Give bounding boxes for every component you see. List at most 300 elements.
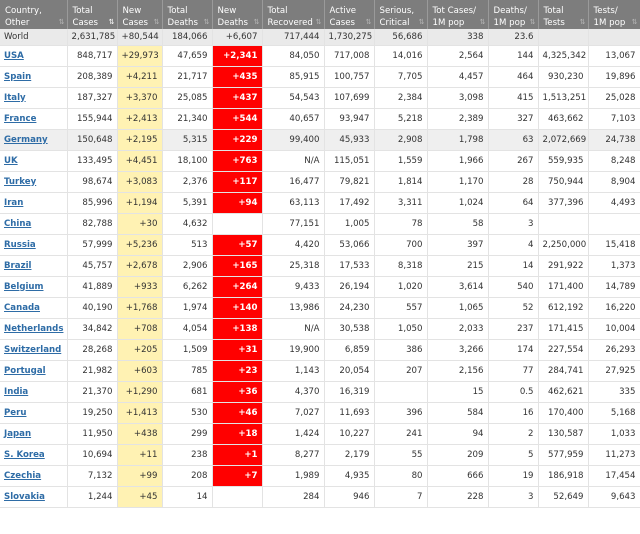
serious-critical-cell: 700 bbox=[374, 234, 427, 255]
serious-critical-cell: 396 bbox=[374, 402, 427, 423]
new-cases-cell: +2,195 bbox=[117, 129, 162, 150]
cases-per-million-cell: 228 bbox=[427, 486, 488, 507]
column-header-new-deaths[interactable] bbox=[212, 0, 262, 29]
active-cases-cell: 10,227 bbox=[324, 423, 374, 444]
total-deaths-cell: 299 bbox=[162, 423, 212, 444]
country-cell bbox=[0, 465, 67, 486]
table-row bbox=[0, 465, 640, 486]
country-link[interactable]: Canada bbox=[4, 302, 40, 313]
column-header-total-tests[interactable] bbox=[538, 0, 588, 29]
deaths-per-million-cell: 3 bbox=[488, 486, 538, 507]
total-recovered-cell: 25,318 bbox=[262, 255, 324, 276]
new-cases-cell: +2,678 bbox=[117, 255, 162, 276]
column-header-label: Total bbox=[543, 6, 564, 16]
cases-per-million-cell: 209 bbox=[427, 444, 488, 465]
serious-critical-cell: 1,050 bbox=[374, 318, 427, 339]
cases-per-million-cell: 215 bbox=[427, 255, 488, 276]
column-header-label: Tests bbox=[543, 18, 565, 28]
serious-critical-cell: 5,218 bbox=[374, 108, 427, 129]
column-header-country-other[interactable] bbox=[0, 0, 67, 29]
serious-critical-cell: 7,705 bbox=[374, 66, 427, 87]
new-deaths-cell: +435 bbox=[212, 66, 262, 87]
total-deaths-cell: 5,315 bbox=[162, 129, 212, 150]
active-cases-cell: 30,538 bbox=[324, 318, 374, 339]
total-recovered-cell: 8,277 bbox=[262, 444, 324, 465]
total-recovered-cell: 4,370 bbox=[262, 381, 324, 402]
serious-critical-cell: 3,311 bbox=[374, 192, 427, 213]
tests-per-million-cell: 11,273 bbox=[588, 444, 640, 465]
cases-per-million-cell: 15 bbox=[427, 381, 488, 402]
new-deaths-cell: +57 bbox=[212, 234, 262, 255]
deaths-per-million-cell: 52 bbox=[488, 297, 538, 318]
country-cell bbox=[0, 108, 67, 129]
new-deaths-cell: +36 bbox=[212, 381, 262, 402]
country-cell bbox=[0, 444, 67, 465]
total-recovered-cell: N/A bbox=[262, 150, 324, 171]
total-cases-cell: 19,250 bbox=[67, 402, 117, 423]
column-header-label: Active bbox=[329, 6, 357, 16]
active-cases-cell: 100,757 bbox=[324, 66, 374, 87]
total-cases-cell: 40,190 bbox=[67, 297, 117, 318]
new-cases-cell: +4,211 bbox=[117, 66, 162, 87]
serious-critical-cell: 1,814 bbox=[374, 171, 427, 192]
total-recovered-cell: 1,143 bbox=[262, 360, 324, 381]
sort-arrows-icon[interactable]: ⇅ bbox=[418, 18, 424, 26]
total-recovered-cell: N/A bbox=[262, 318, 324, 339]
column-header-deaths-1m-pop[interactable] bbox=[488, 0, 538, 29]
total-deaths-cell: 208 bbox=[162, 465, 212, 486]
tests-per-million-cell: 14,789 bbox=[588, 276, 640, 297]
sort-arrows-icon[interactable]: ⇅ bbox=[479, 18, 485, 26]
cases-per-million-cell: 4,457 bbox=[427, 66, 488, 87]
tests-per-million-cell: 27,925 bbox=[588, 360, 640, 381]
total-tests-cell: 612,192 bbox=[538, 297, 588, 318]
total-deaths-cell: 513 bbox=[162, 234, 212, 255]
table-row bbox=[0, 444, 640, 465]
cases-per-million-cell: 2,033 bbox=[427, 318, 488, 339]
table-row bbox=[0, 402, 640, 423]
table-row bbox=[0, 150, 640, 171]
cases-per-million-cell: 2,156 bbox=[427, 360, 488, 381]
country-link[interactable]: Slovakia bbox=[4, 491, 45, 502]
new-cases-cell: +11 bbox=[117, 444, 162, 465]
total-recovered-cell: 7,027 bbox=[262, 402, 324, 423]
country-link[interactable]: Peru bbox=[4, 407, 27, 418]
country-cell bbox=[0, 255, 67, 276]
country-link[interactable]: Brazil bbox=[4, 260, 32, 271]
column-header-label: Tests/ bbox=[593, 6, 618, 16]
new-cases-cell: +5,236 bbox=[117, 234, 162, 255]
total-cases-cell: 21,982 bbox=[67, 360, 117, 381]
total-recovered-cell: 4,420 bbox=[262, 234, 324, 255]
total-tests-cell: 291,922 bbox=[538, 255, 588, 276]
cases-per-million-cell: 3,614 bbox=[427, 276, 488, 297]
new-deaths-cell: +763 bbox=[212, 150, 262, 171]
serious-critical-cell: 55 bbox=[374, 444, 427, 465]
serious-critical-cell: 2,384 bbox=[374, 87, 427, 108]
column-header-label: 1M pop bbox=[432, 18, 465, 28]
new-cases-cell: +438 bbox=[117, 423, 162, 444]
country-cell bbox=[0, 381, 67, 402]
cases-per-million-cell: 3,266 bbox=[427, 339, 488, 360]
total-tests-cell: 750,944 bbox=[538, 171, 588, 192]
deaths-per-million-cell: 237 bbox=[488, 318, 538, 339]
total-deaths-cell: 184,066 bbox=[162, 29, 212, 45]
country-link[interactable]: Belgium bbox=[4, 281, 44, 292]
deaths-per-million-cell: 64 bbox=[488, 192, 538, 213]
new-deaths-cell: +165 bbox=[212, 255, 262, 276]
total-tests-cell: 1,513,251 bbox=[538, 87, 588, 108]
country-link[interactable]: Switzerland bbox=[4, 344, 62, 355]
country-cell: World bbox=[0, 29, 67, 45]
country-link[interactable]: India bbox=[4, 386, 29, 397]
country-link[interactable]: Spain bbox=[4, 71, 32, 82]
serious-critical-cell: 207 bbox=[374, 360, 427, 381]
new-cases-cell: +3,370 bbox=[117, 87, 162, 108]
country-link[interactable]: Czechia bbox=[4, 470, 42, 481]
serious-critical-cell: 56,686 bbox=[374, 29, 427, 45]
total-deaths-cell: 47,659 bbox=[162, 45, 212, 66]
active-cases-cell: 11,693 bbox=[324, 402, 374, 423]
sort-arrows-icon[interactable]: ⇅ bbox=[58, 18, 64, 26]
table-row bbox=[0, 45, 640, 66]
table-row bbox=[0, 276, 640, 297]
new-cases-cell: +708 bbox=[117, 318, 162, 339]
active-cases-cell: 79,821 bbox=[324, 171, 374, 192]
active-cases-cell: 4,935 bbox=[324, 465, 374, 486]
total-cases-cell: 41,889 bbox=[67, 276, 117, 297]
cases-per-million-cell: 1,024 bbox=[427, 192, 488, 213]
serious-critical-cell: 80 bbox=[374, 465, 427, 486]
active-cases-cell: 6,859 bbox=[324, 339, 374, 360]
total-cases-cell: 848,717 bbox=[67, 45, 117, 66]
new-cases-cell: +1,768 bbox=[117, 297, 162, 318]
tests-per-million-cell: 8,904 bbox=[588, 171, 640, 192]
cases-per-million-cell: 1,170 bbox=[427, 171, 488, 192]
country-cell bbox=[0, 318, 67, 339]
column-header-label: Country, bbox=[5, 6, 42, 16]
table-row bbox=[0, 360, 640, 381]
deaths-per-million-cell: 0.5 bbox=[488, 381, 538, 402]
total-deaths-cell: 238 bbox=[162, 444, 212, 465]
sort-arrows-icon[interactable]: ⇅ bbox=[529, 18, 535, 26]
new-cases-cell: +1,194 bbox=[117, 192, 162, 213]
table-row bbox=[0, 297, 640, 318]
sort-arrows-icon[interactable]: ⇅ bbox=[253, 18, 259, 26]
tests-per-million-cell: 1,033 bbox=[588, 423, 640, 444]
country-link[interactable]: France bbox=[4, 113, 37, 124]
cases-per-million-cell: 1,966 bbox=[427, 150, 488, 171]
total-cases-cell: 7,132 bbox=[67, 465, 117, 486]
total-tests-cell bbox=[538, 29, 588, 45]
country-link[interactable]: S. Korea bbox=[4, 449, 45, 460]
total-cases-cell: 34,842 bbox=[67, 318, 117, 339]
new-deaths-cell: +140 bbox=[212, 297, 262, 318]
tests-per-million-cell: 15,418 bbox=[588, 234, 640, 255]
country-link[interactable]: Netherlands bbox=[4, 323, 64, 334]
country-cell bbox=[0, 192, 67, 213]
tests-per-million-cell: 335 bbox=[588, 381, 640, 402]
new-deaths-cell: +6,607 bbox=[212, 29, 262, 45]
table-row bbox=[0, 423, 640, 444]
tests-per-million-cell bbox=[588, 29, 640, 45]
total-cases-cell: 1,244 bbox=[67, 486, 117, 507]
total-deaths-cell: 4,632 bbox=[162, 213, 212, 234]
active-cases-cell: 107,699 bbox=[324, 87, 374, 108]
deaths-per-million-cell: 63 bbox=[488, 129, 538, 150]
country-link[interactable]: Italy bbox=[4, 92, 26, 103]
cases-per-million-cell: 94 bbox=[427, 423, 488, 444]
total-tests-cell: 52,649 bbox=[538, 486, 588, 507]
country-link[interactable]: China bbox=[4, 218, 32, 229]
sort-arrows-icon[interactable]: ⇅ bbox=[108, 18, 114, 26]
total-deaths-cell: 25,085 bbox=[162, 87, 212, 108]
total-recovered-cell: 99,400 bbox=[262, 129, 324, 150]
active-cases-cell: 20,054 bbox=[324, 360, 374, 381]
deaths-per-million-cell: 19 bbox=[488, 465, 538, 486]
column-header-label: Tot Cases/ bbox=[432, 6, 477, 16]
column-header-serious-critical[interactable] bbox=[374, 0, 427, 29]
sort-arrows-icon[interactable]: ⇅ bbox=[153, 18, 159, 26]
column-header-label: Deaths/ bbox=[493, 6, 527, 16]
column-header-total-deaths[interactable] bbox=[162, 0, 212, 29]
total-recovered-cell: 84,050 bbox=[262, 45, 324, 66]
serious-critical-cell: 2,908 bbox=[374, 129, 427, 150]
tests-per-million-cell: 24,738 bbox=[588, 129, 640, 150]
new-deaths-cell: +229 bbox=[212, 129, 262, 150]
country-link[interactable]: Russia bbox=[4, 239, 36, 250]
total-tests-cell: 171,415 bbox=[538, 318, 588, 339]
total-recovered-cell: 717,444 bbox=[262, 29, 324, 45]
country-cell bbox=[0, 402, 67, 423]
country-link[interactable]: Turkey bbox=[4, 176, 37, 187]
country-cell bbox=[0, 45, 67, 66]
total-cases-cell: 155,944 bbox=[67, 108, 117, 129]
new-deaths-cell bbox=[212, 213, 262, 234]
serious-critical-cell bbox=[374, 381, 427, 402]
total-deaths-cell: 681 bbox=[162, 381, 212, 402]
country-link[interactable]: Portugal bbox=[4, 365, 46, 376]
new-cases-cell: +29,973 bbox=[117, 45, 162, 66]
country-cell bbox=[0, 87, 67, 108]
deaths-per-million-cell: 2 bbox=[488, 423, 538, 444]
column-header-label: Cases bbox=[122, 18, 149, 28]
total-tests-cell: 463,662 bbox=[538, 108, 588, 129]
total-tests-cell: 171,400 bbox=[538, 276, 588, 297]
tests-per-million-cell: 17,454 bbox=[588, 465, 640, 486]
new-deaths-cell: +264 bbox=[212, 276, 262, 297]
total-tests-cell: 130,587 bbox=[538, 423, 588, 444]
deaths-per-million-cell: 327 bbox=[488, 108, 538, 129]
total-tests-cell: 227,554 bbox=[538, 339, 588, 360]
total-tests-cell: 377,396 bbox=[538, 192, 588, 213]
new-deaths-cell: +23 bbox=[212, 360, 262, 381]
cases-per-million-cell: 58 bbox=[427, 213, 488, 234]
table-row bbox=[0, 87, 640, 108]
column-header-label: New bbox=[122, 6, 142, 16]
total-recovered-cell: 40,657 bbox=[262, 108, 324, 129]
country-cell bbox=[0, 486, 67, 507]
column-header-total-recovered[interactable] bbox=[262, 0, 324, 29]
active-cases-cell: 93,947 bbox=[324, 108, 374, 129]
total-recovered-cell: 63,113 bbox=[262, 192, 324, 213]
country-link[interactable]: Germany bbox=[4, 134, 48, 145]
table-row bbox=[0, 108, 640, 129]
total-deaths-cell: 18,100 bbox=[162, 150, 212, 171]
cases-per-million-cell: 2,389 bbox=[427, 108, 488, 129]
tests-per-million-cell: 16,220 bbox=[588, 297, 640, 318]
active-cases-cell: 53,066 bbox=[324, 234, 374, 255]
tests-per-million-cell: 19,896 bbox=[588, 66, 640, 87]
new-cases-cell: +1,290 bbox=[117, 381, 162, 402]
table-row bbox=[0, 486, 640, 507]
table-row bbox=[0, 381, 640, 402]
column-header-total-cases[interactable] bbox=[67, 0, 117, 29]
tests-per-million-cell: 1,373 bbox=[588, 255, 640, 276]
total-cases-cell: 150,648 bbox=[67, 129, 117, 150]
deaths-per-million-cell: 267 bbox=[488, 150, 538, 171]
deaths-per-million-cell: 23.6 bbox=[488, 29, 538, 45]
new-deaths-cell: +2,341 bbox=[212, 45, 262, 66]
serious-critical-cell: 1,020 bbox=[374, 276, 427, 297]
sort-arrows-icon[interactable]: ⇅ bbox=[315, 18, 321, 26]
active-cases-cell: 2,179 bbox=[324, 444, 374, 465]
total-cases-cell: 57,999 bbox=[67, 234, 117, 255]
total-tests-cell: 284,741 bbox=[538, 360, 588, 381]
column-header-label: Deaths bbox=[167, 18, 198, 28]
column-header-active-cases[interactable] bbox=[324, 0, 374, 29]
country-link[interactable]: Iran bbox=[4, 197, 24, 208]
tests-per-million-cell: 13,067 bbox=[588, 45, 640, 66]
total-tests-cell: 559,935 bbox=[538, 150, 588, 171]
deaths-per-million-cell: 5 bbox=[488, 444, 538, 465]
country-link[interactable]: UK bbox=[4, 155, 18, 166]
table-row bbox=[0, 339, 640, 360]
column-header-label: 1M pop bbox=[493, 18, 526, 28]
total-deaths-cell: 785 bbox=[162, 360, 212, 381]
tests-per-million-cell bbox=[588, 213, 640, 234]
cases-per-million-cell: 3,098 bbox=[427, 87, 488, 108]
country-cell bbox=[0, 360, 67, 381]
cases-per-million-cell: 2,564 bbox=[427, 45, 488, 66]
cases-per-million-cell: 584 bbox=[427, 402, 488, 423]
deaths-per-million-cell: 16 bbox=[488, 402, 538, 423]
new-cases-cell: +603 bbox=[117, 360, 162, 381]
world-total-row bbox=[0, 29, 640, 45]
new-cases-cell: +80,544 bbox=[117, 29, 162, 45]
column-header-label: Deaths bbox=[217, 18, 248, 28]
country-link[interactable]: USA bbox=[4, 50, 24, 61]
total-deaths-cell: 4,054 bbox=[162, 318, 212, 339]
serious-critical-cell: 1,559 bbox=[374, 150, 427, 171]
country-cell bbox=[0, 234, 67, 255]
sort-arrows-icon[interactable]: ⇅ bbox=[631, 18, 637, 26]
country-cell bbox=[0, 213, 67, 234]
total-cases-cell: 10,694 bbox=[67, 444, 117, 465]
total-recovered-cell: 54,543 bbox=[262, 87, 324, 108]
table-row bbox=[0, 213, 640, 234]
deaths-per-million-cell: 144 bbox=[488, 45, 538, 66]
column-header-new-cases[interactable] bbox=[117, 0, 162, 29]
total-tests-cell: 930,230 bbox=[538, 66, 588, 87]
tests-per-million-cell: 7,103 bbox=[588, 108, 640, 129]
active-cases-cell: 45,933 bbox=[324, 129, 374, 150]
serious-critical-cell: 78 bbox=[374, 213, 427, 234]
deaths-per-million-cell: 28 bbox=[488, 171, 538, 192]
sort-arrows-icon[interactable]: ⇅ bbox=[203, 18, 209, 26]
cases-per-million-cell: 338 bbox=[427, 29, 488, 45]
total-cases-cell: 28,268 bbox=[67, 339, 117, 360]
column-header-label: Cases bbox=[72, 18, 99, 28]
total-cases-cell: 2,631,785 bbox=[67, 29, 117, 45]
table-row bbox=[0, 234, 640, 255]
country-cell bbox=[0, 339, 67, 360]
total-cases-cell: 133,495 bbox=[67, 150, 117, 171]
total-recovered-cell: 1,424 bbox=[262, 423, 324, 444]
total-deaths-cell: 1,974 bbox=[162, 297, 212, 318]
deaths-per-million-cell: 77 bbox=[488, 360, 538, 381]
table-row bbox=[0, 129, 640, 150]
total-deaths-cell: 6,262 bbox=[162, 276, 212, 297]
total-tests-cell: 2,250,000 bbox=[538, 234, 588, 255]
active-cases-cell: 1,005 bbox=[324, 213, 374, 234]
total-tests-cell: 186,918 bbox=[538, 465, 588, 486]
tests-per-million-cell: 8,248 bbox=[588, 150, 640, 171]
total-cases-cell: 45,757 bbox=[67, 255, 117, 276]
total-recovered-cell: 9,433 bbox=[262, 276, 324, 297]
column-header-label: Critical bbox=[379, 18, 410, 28]
sort-arrows-icon[interactable]: ⇅ bbox=[579, 18, 585, 26]
deaths-per-million-cell: 4 bbox=[488, 234, 538, 255]
total-deaths-cell: 530 bbox=[162, 402, 212, 423]
deaths-per-million-cell: 14 bbox=[488, 255, 538, 276]
deaths-per-million-cell: 174 bbox=[488, 339, 538, 360]
total-tests-cell: 462,621 bbox=[538, 381, 588, 402]
total-tests-cell: 577,959 bbox=[538, 444, 588, 465]
deaths-per-million-cell: 464 bbox=[488, 66, 538, 87]
country-link[interactable]: Japan bbox=[4, 428, 32, 439]
total-cases-cell: 187,327 bbox=[67, 87, 117, 108]
total-recovered-cell: 19,900 bbox=[262, 339, 324, 360]
column-header-tests-1m-pop[interactable] bbox=[588, 0, 640, 29]
tests-per-million-cell: 5,168 bbox=[588, 402, 640, 423]
tests-per-million-cell: 10,004 bbox=[588, 318, 640, 339]
total-tests-cell: 170,400 bbox=[538, 402, 588, 423]
total-cases-cell: 98,674 bbox=[67, 171, 117, 192]
total-tests-cell bbox=[538, 213, 588, 234]
total-deaths-cell: 14 bbox=[162, 486, 212, 507]
column-header-label: Cases bbox=[329, 18, 356, 28]
active-cases-cell: 17,533 bbox=[324, 255, 374, 276]
column-header-tot-cases-1m-pop[interactable] bbox=[427, 0, 488, 29]
total-deaths-cell: 2,906 bbox=[162, 255, 212, 276]
cases-per-million-cell: 397 bbox=[427, 234, 488, 255]
sort-arrows-icon[interactable]: ⇅ bbox=[365, 18, 371, 26]
active-cases-cell: 17,492 bbox=[324, 192, 374, 213]
total-deaths-cell: 2,376 bbox=[162, 171, 212, 192]
new-deaths-cell: +18 bbox=[212, 423, 262, 444]
total-deaths-cell: 21,340 bbox=[162, 108, 212, 129]
new-deaths-cell bbox=[212, 486, 262, 507]
active-cases-cell: 16,319 bbox=[324, 381, 374, 402]
total-deaths-cell: 5,391 bbox=[162, 192, 212, 213]
serious-critical-cell: 7 bbox=[374, 486, 427, 507]
deaths-per-million-cell: 540 bbox=[488, 276, 538, 297]
cases-per-million-cell: 1,065 bbox=[427, 297, 488, 318]
new-cases-cell: +3,083 bbox=[117, 171, 162, 192]
total-tests-cell: 4,325,342 bbox=[538, 45, 588, 66]
serious-critical-cell: 557 bbox=[374, 297, 427, 318]
